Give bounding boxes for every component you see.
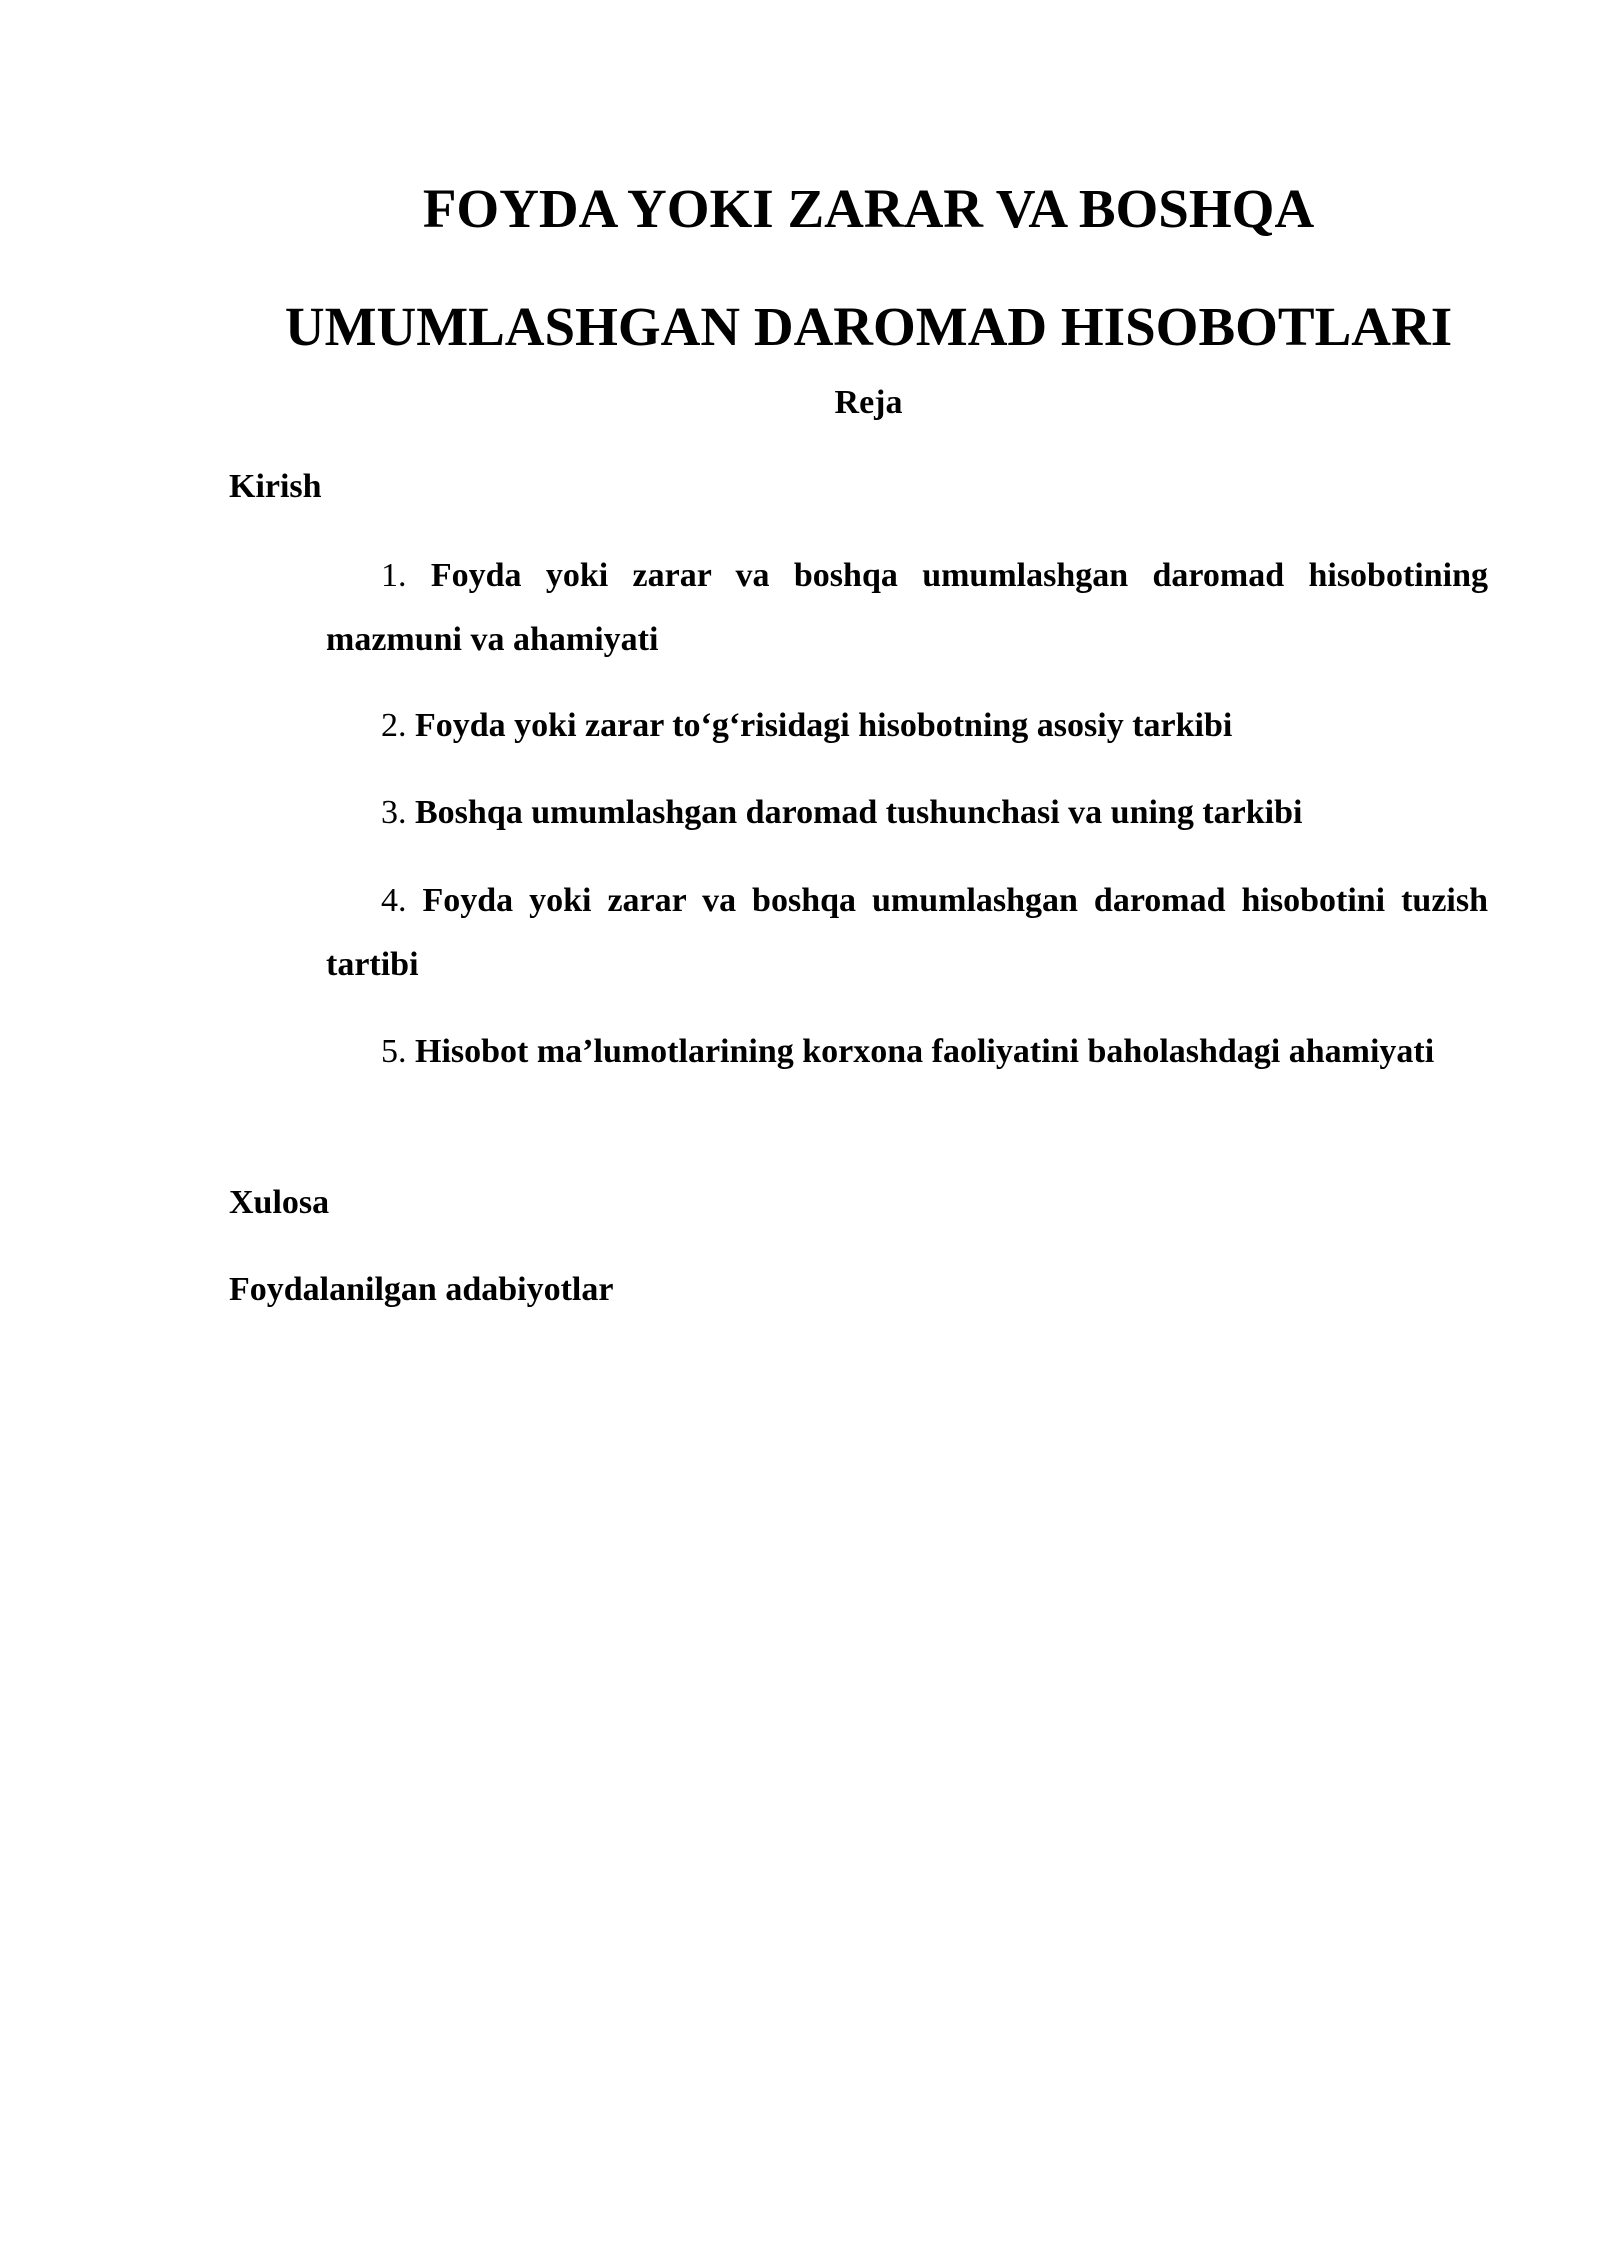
title-line-2: UMUMLASHGAN DAROMAD HISOBOTLARI: [284, 296, 1453, 357]
outline-item-text: Boshqa umumlashgan daromad tushunchasi va uning tarkibi: [415, 794, 1303, 831]
section-conclusion: Xulosa: [229, 1184, 330, 1221]
outline-item-number: 2.: [381, 707, 407, 744]
outline-item-number: 3.: [381, 794, 407, 831]
outline-item-text: Foyda yoki zarar va boshqa umumlashgan daromad hisobotining mazmuni va ahamiyati: [326, 557, 1488, 658]
outline-item-text: Hisobot ma’lumotlarining korxona faoliyatini baholashdagi ahamiyati: [415, 1033, 1435, 1070]
outline-item-5: [326, 1020, 1488, 1084]
outline-item-1: [326, 544, 1488, 672]
outline-item-4: [326, 869, 1488, 997]
outline-item-number: 5.: [381, 1033, 407, 1070]
plan-heading: Reja: [834, 384, 903, 421]
outline-item-text: Foyda yoki zarar va boshqa umumlashgan daromad hisobotini tuzish tartibi: [326, 882, 1489, 983]
outline-item-3: [326, 781, 1488, 845]
section-references: Foydalanilgan adabiyotlar: [229, 1271, 614, 1308]
outline-item-2: [326, 694, 1488, 758]
outline-item-text: Foyda yoki zarar to‘g‘risidagi hisobotning asosiy tarkibi: [415, 707, 1233, 744]
document-title: [229, 150, 1488, 386]
outline-item-number: 1.: [381, 557, 407, 594]
title-line-1: FOYDA YOKI ZARAR VA BOSHQA: [422, 178, 1315, 239]
document-page: [229, 0, 1488, 2262]
outline-item-number: 4.: [381, 882, 407, 919]
section-intro: Kirish: [229, 468, 322, 505]
